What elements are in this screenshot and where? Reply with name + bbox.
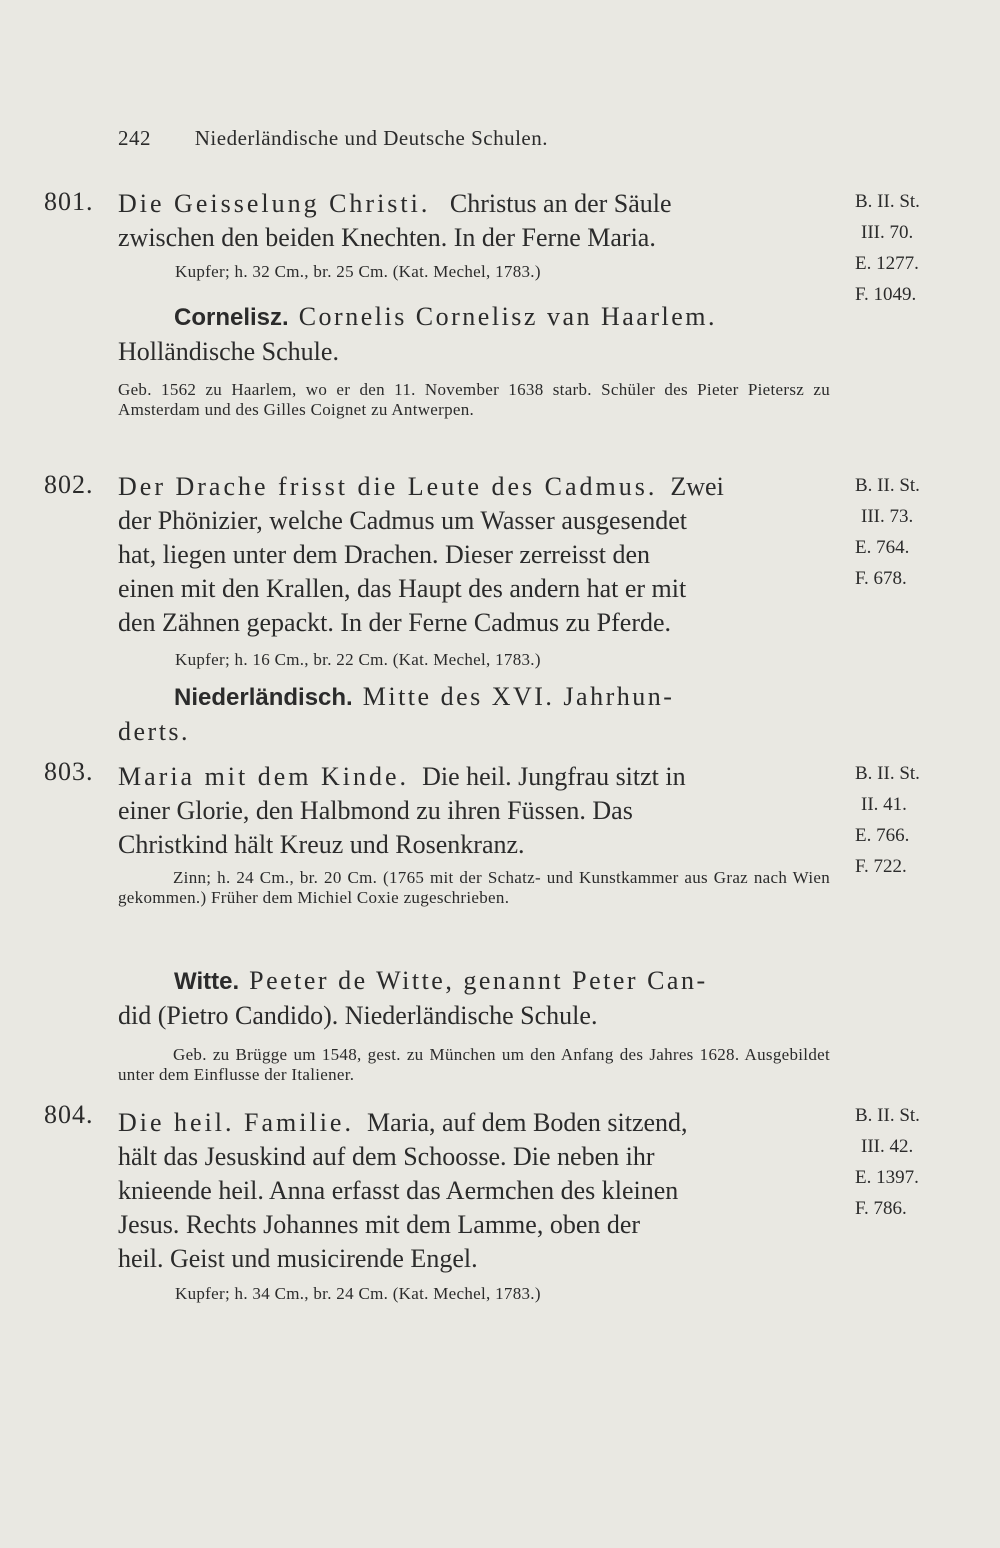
entry-number: 804.: [44, 1100, 94, 1129]
artist-biography: Geb. 1562 zu Haarlem, wo er den 11. November 1638 starb. Schüler des Pieter Pietersz zu Amsterdam und des Gilles Coignet zu Antwerpen.: [118, 380, 830, 419]
entry-note: Kupfer; h. 34 Cm., br. 24 Cm. (Kat. Mechel, 1783.): [175, 1284, 541, 1303]
page-number: 242: [118, 126, 151, 150]
artist-heading: Niederländisch. Mitte des XVI. Jahrhun- derts.: [118, 682, 675, 746]
catalog-references: B. II. St. III. 73. E. 764. F. 678.: [855, 475, 920, 589]
entry-note: Kupfer; h. 16 Cm., br. 22 Cm. (Kat. Mechel, 1783.): [175, 650, 541, 669]
entry-note: Zinn; h. 24 Cm., br. 20 Cm. (1765 mit der Schatz- und Kunstkammer aus Graz nach Wien gekommen.) Früher dem Michiel Coxie zugeschrieben.: [118, 868, 830, 907]
entry-title: Maria mit dem Kinde.: [118, 762, 410, 791]
entry-number: 802.: [44, 470, 94, 499]
running-title: Niederländische und Deutsche Schulen.: [194, 126, 548, 150]
catalog-references: B. II. St. III. 42. E. 1397. F. 786.: [855, 1105, 920, 1219]
entry-number: 803.: [44, 757, 94, 786]
entry-title: Die Geisselung Christi.: [118, 189, 431, 218]
artist-heading: Cornelisz. Cornelis Cornelisz van Haarlem. Holländische Schule.: [118, 302, 717, 366]
catalog-references: B. II. St. III. 70. E. 1277. F. 1049.: [855, 191, 920, 305]
artist-name: Cornelisz.: [174, 304, 289, 331]
artist-biography: Geb. zu Brügge um 1548, gest. zu München um den Anfang des Jahres 1628. Ausgebildet unter dem Einflusse der Italiener.: [118, 1045, 830, 1084]
catalog-references: B. II. St. II. 41. E. 766. F. 722.: [855, 763, 920, 877]
entry-title: Die heil. Familie.: [118, 1108, 354, 1137]
entry-note: Kupfer; h. 32 Cm., br. 25 Cm. (Kat. Mechel, 1783.): [175, 262, 541, 281]
artist-name: Niederländisch.: [174, 684, 353, 711]
entry-description: Maria mit dem Kinde. Die heil. Jungfrau sitzt in einer Glorie, den Halbmond zu ihren Füssen. Das Christkind hält Kreuz und Rosenkranz.: [118, 762, 686, 859]
page-header: [118, 126, 548, 151]
artist-heading: Witte. Peeter de Witte, genannt Peter Can- did (Pietro Candido). Niederländische Schule.: [118, 966, 708, 1030]
entry-description: Die heil. Familie. Maria, auf dem Boden sitzend, hält das Jesuskind auf dem Schoosse. Die neben ihr knieende heil. Anna erfasst das Aermchen des kleinen Jesus. Rechts Johannes mit dem Lamme, oben der heil. Geist und musicirende Engel.: [118, 1108, 688, 1273]
entry-description: Der Drache frisst die Leute des Cadmus. Zwei der Phönizier, welche Cadmus um Wasser ausgesendet hat, liegen unter dem Drachen. Dieser zerreisst den einen mit den Krallen, das Haupt des andern hat er mit den Zähnen gepackt. In der Ferne Cadmus zu Pferde.: [118, 472, 724, 637]
entry-title: Der Drache frisst die Leute des Cadmus.: [118, 472, 658, 501]
entry-number: 801.: [44, 187, 94, 216]
artist-name: Witte.: [174, 968, 240, 995]
entry-description: Die Geisselung Christi. Christus an der Säule zwischen den beiden Knechten. In der Ferne Maria.: [118, 189, 672, 252]
